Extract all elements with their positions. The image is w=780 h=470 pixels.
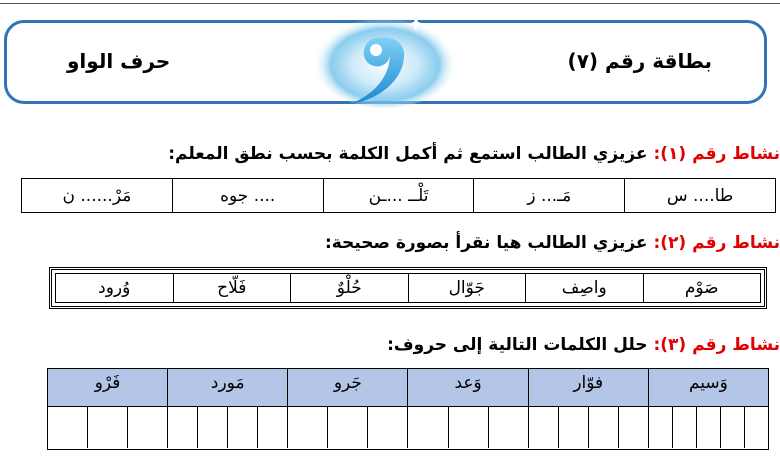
activity-1-heading [168,144,780,164]
table-cell: مَـ... ز [473,179,624,212]
letter-box[interactable] [448,407,488,448]
activity-1-instruction: عزيزي الطالب استمع ثم أكمل الكلمة بحسب نطق المعلم: [168,144,654,164]
letter-box[interactable] [720,407,744,448]
word-header: مَورد [167,369,287,406]
table-cell: طا.... س [624,179,775,212]
letter-box[interactable] [744,407,768,448]
letter-box[interactable] [696,407,720,448]
letter-box-group [287,407,407,448]
letter-box[interactable] [48,407,87,448]
letter-box[interactable] [227,407,257,448]
letter-box[interactable] [168,407,197,448]
word-header: وَعد [407,369,527,406]
letter-box[interactable] [408,407,447,448]
letter-box[interactable] [649,407,672,448]
card-title: بطاقة رقم (٧) [567,49,712,73]
activity-3-instruction: حلل الكلمات التالية إلى حروف: [387,335,654,355]
letter-box-group [648,407,768,448]
table-cell: صَوْم [643,274,761,302]
letter-box-row [48,407,768,448]
activity-1-label: نشاط رقم (١): [653,144,780,164]
letter-box-group [48,407,167,448]
letter-box-group [167,407,287,448]
activity-2-heading [325,233,780,253]
activity-3-heading [387,335,780,355]
table-cell: حُلْوٌ [290,274,408,302]
activity-2-instruction: عزيزي الطالب هيا نقرأ بصورة صحيحة: [324,233,654,253]
letter-box-group [528,407,648,448]
letter-box[interactable] [257,407,287,448]
water-drop-icon [310,0,465,118]
table-cell: مَرْ...... ن [62,185,132,206]
activity-2-label: نشاط رقم (٢): [653,233,780,253]
word-header-row [48,369,768,407]
letter-box[interactable] [672,407,696,448]
table-cell: وُرود [98,278,131,298]
letter-box[interactable] [288,407,327,448]
word-header: جَرو [287,369,407,406]
table-cell: واصِف [525,274,643,302]
word-header: فوّار [528,369,648,406]
card-subtitle: حرف الواو [67,49,171,73]
letter-box[interactable] [87,407,127,448]
letter-box-group [407,407,527,448]
letter-box[interactable] [529,407,558,448]
table-cell: .... جوه [172,179,323,212]
letter-box[interactable] [367,407,407,448]
table-cell: فَلّاح [173,274,291,302]
letter-box[interactable] [327,407,367,448]
letter-box[interactable] [588,407,618,448]
letter-box[interactable] [488,407,528,448]
table-cell: تَلْــ ...ـن [323,179,474,212]
activity-1-table [21,178,776,213]
letter-box[interactable] [558,407,588,448]
letter-box[interactable] [127,407,167,448]
letter-box[interactable] [618,407,648,448]
word-header: وَسيم [648,369,768,406]
table-cell: جَوّال [408,274,526,302]
word-header: فَرْو [94,373,121,393]
activity-3-table [47,368,769,450]
activity-3-label: نشاط رقم (٣): [653,335,780,355]
letter-box[interactable] [197,407,227,448]
activity-2-table [49,267,767,309]
